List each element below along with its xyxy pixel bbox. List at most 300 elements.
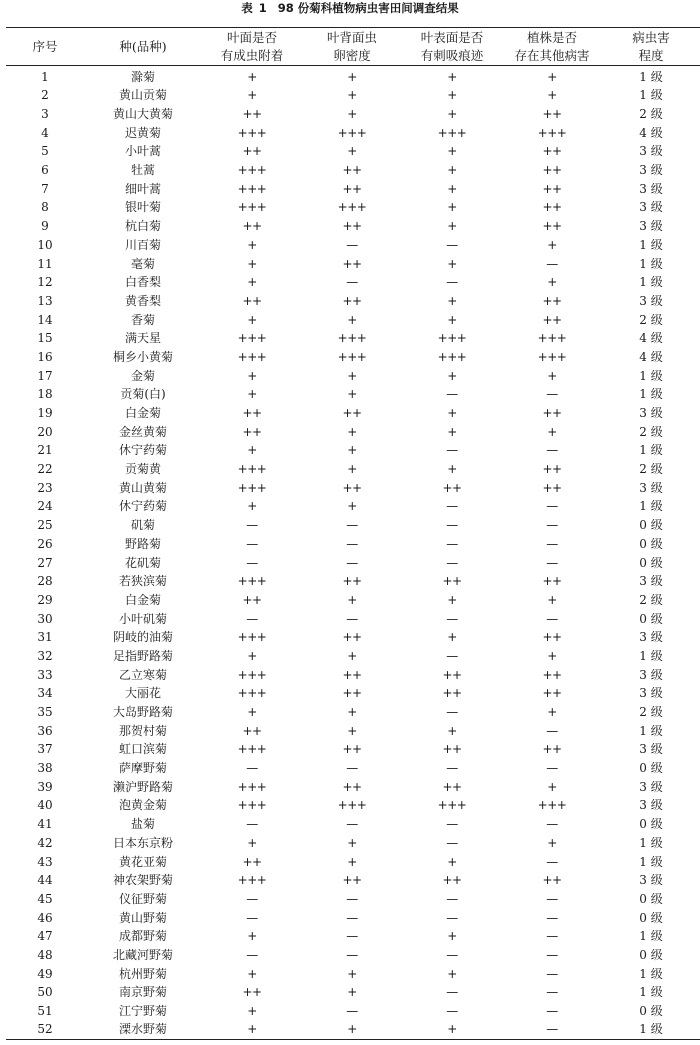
cell-species: 杭州野菊 xyxy=(118,966,167,981)
cell-no: 11 xyxy=(37,256,53,271)
cell-no: 35 xyxy=(37,705,53,720)
table-row xyxy=(6,161,700,180)
table-row xyxy=(6,422,700,441)
cell-no: 47 xyxy=(37,929,53,944)
table-row xyxy=(6,721,700,740)
table-row xyxy=(6,572,700,591)
cell-species: 银叶菊 xyxy=(124,200,161,215)
cell-species: 白金菊 xyxy=(124,592,161,607)
cell-eggs: ++ xyxy=(342,163,362,178)
cell-other: + xyxy=(547,237,557,252)
cell-adult: +++ xyxy=(237,742,267,757)
cell-eggs: + xyxy=(347,107,357,122)
cell-adult: + xyxy=(247,88,257,103)
cell-eggs: ++ xyxy=(342,630,362,645)
cell-no: 25 xyxy=(37,518,53,533)
cell-grade: 1 级 xyxy=(639,443,663,458)
cell-grade: 2 级 xyxy=(639,312,663,327)
cell-no: 44 xyxy=(37,873,53,888)
cell-no: 40 xyxy=(37,798,53,813)
table-row xyxy=(6,254,700,273)
cell-eggs: — xyxy=(346,536,358,551)
cell-eggs: + xyxy=(347,312,357,327)
cell-sting: ++ xyxy=(442,873,462,888)
cell-species: 金丝黄菊 xyxy=(118,424,167,439)
header-no-line1: 序号 xyxy=(32,38,58,54)
cell-sting: +++ xyxy=(437,349,467,364)
cell-no: 15 xyxy=(37,331,53,346)
cell-grade: 1 级 xyxy=(639,237,663,252)
cell-other: — xyxy=(546,854,558,869)
cell-no: 38 xyxy=(37,761,53,776)
table-row xyxy=(6,553,700,572)
cell-eggs: ++ xyxy=(342,181,362,196)
cell-adult: +++ xyxy=(237,125,267,140)
cell-species: 大丽花 xyxy=(124,686,161,701)
cell-species: 小叶蒿 xyxy=(124,144,161,159)
cell-grade: 3 级 xyxy=(639,798,663,813)
cell-no: 27 xyxy=(37,555,53,570)
cell-no: 26 xyxy=(37,536,53,551)
cell-species: 金菊 xyxy=(130,368,155,383)
cell-other: + xyxy=(547,648,557,663)
cell-adult: — xyxy=(246,891,258,906)
cell-adult: ++ xyxy=(242,592,262,607)
cell-no: 43 xyxy=(37,854,53,869)
cell-adult: — xyxy=(246,817,258,832)
cell-no: 21 xyxy=(37,443,53,458)
cell-adult: ++ xyxy=(242,107,262,122)
cell-sting: — xyxy=(446,817,458,832)
cell-grade: 0 级 xyxy=(639,761,663,776)
cell-grade: 2 级 xyxy=(639,592,663,607)
cell-no: 33 xyxy=(37,667,53,682)
cell-adult: + xyxy=(247,368,257,383)
cell-adult: + xyxy=(247,256,257,271)
cell-grade: 2 级 xyxy=(639,705,663,720)
header-adult-line1: 叶面是否 xyxy=(226,29,277,45)
cell-eggs: + xyxy=(347,387,357,402)
cell-grade: 1 级 xyxy=(639,88,663,103)
cell-no: 31 xyxy=(37,630,53,645)
table-row xyxy=(6,310,700,329)
cell-no: 34 xyxy=(37,686,53,701)
cell-grade: 1 级 xyxy=(602,1020,700,1039)
cell-sting: + xyxy=(447,181,457,196)
cell-sting: — xyxy=(446,443,458,458)
cell-grade: 1 级 xyxy=(639,368,663,383)
cell-species: 矶菊 xyxy=(130,518,155,533)
cell-sting: ++ xyxy=(442,742,462,757)
cell-species: 杭白菊 xyxy=(124,219,161,234)
cell-eggs: ++ xyxy=(342,574,362,589)
cell-species: 日本东京粉 xyxy=(112,835,173,850)
cell-other: + xyxy=(547,368,557,383)
cell-species: 那贺村菊 xyxy=(118,723,167,738)
cell-adult: + xyxy=(247,705,257,720)
cell-species: 濑沪野路菊 xyxy=(112,779,173,794)
cell-grade: 4 级 xyxy=(639,349,663,364)
cell-grade: 4 级 xyxy=(639,331,663,346)
cell-no: 10 xyxy=(37,237,53,252)
cell-adult: +++ xyxy=(237,574,267,589)
table-row xyxy=(6,142,700,161)
table-row xyxy=(6,740,700,759)
cell-sting: — xyxy=(446,761,458,776)
cell-sting: — xyxy=(446,985,458,1000)
cell-eggs: + xyxy=(347,88,357,103)
cell-species: 大岛野路菊 xyxy=(112,705,173,720)
cell-eggs: — xyxy=(346,518,358,533)
table-row xyxy=(6,834,700,853)
cell-other: +++ xyxy=(537,125,567,140)
cell-adult: + xyxy=(247,387,257,402)
cell-grade: 1 级 xyxy=(639,387,663,402)
table-row xyxy=(6,273,700,292)
cell-no: 19 xyxy=(37,406,53,421)
cell-other: — xyxy=(546,499,558,514)
cell-sting: + xyxy=(447,293,457,308)
cell-adult: + xyxy=(247,929,257,944)
cell-no: 28 xyxy=(37,574,53,589)
table-row xyxy=(6,123,700,142)
cell-species: 南京野菊 xyxy=(118,985,167,1000)
cell-sting: + xyxy=(447,144,457,159)
cell-species: 白香梨 xyxy=(124,275,161,290)
cell-no: 12 xyxy=(37,275,53,290)
cell-other: + xyxy=(547,705,557,720)
cell-other: + xyxy=(547,592,557,607)
cell-species: 桐乡小黄菊 xyxy=(112,349,173,364)
cell-sting: + xyxy=(447,88,457,103)
cell-other: — xyxy=(546,817,558,832)
cell-other: + xyxy=(547,779,557,794)
cell-grade: 0 级 xyxy=(639,536,663,551)
cell-no: 37 xyxy=(37,742,53,757)
cell-species: 香菊 xyxy=(130,312,155,327)
header-grade-line1: 病虫害 xyxy=(632,29,670,45)
cell-sting: + xyxy=(447,630,457,645)
cell-species: 江宁野菊 xyxy=(118,1004,167,1019)
cell-other: ++ xyxy=(542,462,562,477)
cell-grade: 1 级 xyxy=(639,275,663,290)
cell-grade: 3 级 xyxy=(639,667,663,682)
header-eggs xyxy=(302,28,402,66)
table-row xyxy=(6,516,700,535)
cell-other: +++ xyxy=(537,331,567,346)
cell-species: 阴岐的油菊 xyxy=(112,630,173,645)
table-row xyxy=(6,105,700,124)
cell-eggs: + xyxy=(347,462,357,477)
cell-sting: ++ xyxy=(442,574,462,589)
cell-grade: 3 级 xyxy=(639,200,663,215)
table-row xyxy=(6,385,700,404)
cell-adult: ++ xyxy=(242,424,262,439)
cell-eggs: + xyxy=(347,966,357,981)
table-row xyxy=(6,236,700,255)
cell-other: + xyxy=(547,835,557,850)
cell-adult: + xyxy=(247,648,257,663)
cell-adult: + xyxy=(247,275,257,290)
cell-species: 川百菊 xyxy=(124,237,161,252)
cell-species: 黄山大黄菊 xyxy=(112,107,173,122)
table-row xyxy=(6,815,700,834)
cell-other: ++ xyxy=(542,686,562,701)
cell-grade: 1 级 xyxy=(639,929,663,944)
cell-grade: 3 级 xyxy=(639,181,663,196)
cell-adult: +++ xyxy=(237,163,267,178)
cell-sting: — xyxy=(446,705,458,720)
cell-sting: — xyxy=(446,611,458,626)
table-row xyxy=(6,478,700,497)
cell-eggs: ++ xyxy=(342,219,362,234)
cell-adult: ++ xyxy=(242,723,262,738)
cell-other: +++ xyxy=(537,349,567,364)
table-row xyxy=(6,946,700,965)
header-other-line1: 植株是否 xyxy=(526,29,577,45)
cell-other: + xyxy=(547,275,557,290)
header-adult-line2: 有成虫附着 xyxy=(220,47,284,63)
cell-no: 30 xyxy=(37,611,53,626)
cell-sting: + xyxy=(447,368,457,383)
cell-species: 盐菊 xyxy=(130,817,155,832)
cell-species: 若狭滨菊 xyxy=(118,574,167,589)
cell-species: 休宁药菊 xyxy=(118,443,167,458)
cell-adult: +++ xyxy=(237,480,267,495)
cell-grade: 1 级 xyxy=(639,835,663,850)
cell-grade: 0 级 xyxy=(639,947,663,962)
cell-grade: 1 级 xyxy=(639,70,663,84)
cell-adult: +++ xyxy=(237,798,267,813)
cell-species: 泡黄金菊 xyxy=(118,798,167,813)
cell-adult: +++ xyxy=(237,200,267,215)
cell-eggs: + xyxy=(347,70,357,84)
cell-other: +++ xyxy=(537,798,567,813)
cell-species: 溧水野菊 xyxy=(84,1020,202,1039)
table-caption-title: 98 份菊科植物病虫害田间调查结果 xyxy=(277,1,459,15)
cell-other: ++ xyxy=(542,312,562,327)
cell-other: — xyxy=(546,1004,558,1019)
cell-adult: + xyxy=(247,1004,257,1019)
cell-species: 虹口滨菊 xyxy=(118,742,167,757)
table-row xyxy=(6,198,700,217)
cell-eggs: — xyxy=(346,947,358,962)
header-species-line1: 种(品种) xyxy=(119,38,167,54)
table-row xyxy=(6,983,700,1002)
cell-sting: + xyxy=(402,1020,502,1039)
cell-sting: — xyxy=(446,835,458,850)
table-row xyxy=(6,217,700,236)
cell-grade: 1 级 xyxy=(639,985,663,1000)
cell-sting: — xyxy=(446,275,458,290)
cell-no: 24 xyxy=(37,499,53,514)
table-row xyxy=(6,1002,700,1021)
table-row xyxy=(6,777,700,796)
cell-adult: + xyxy=(247,835,257,850)
cell-eggs: — xyxy=(346,891,358,906)
cell-sting: ++ xyxy=(442,779,462,794)
cell-other: ++ xyxy=(542,667,562,682)
cell-eggs: + xyxy=(347,424,357,439)
cell-adult: — xyxy=(246,761,258,776)
cell-adult: — xyxy=(246,536,258,551)
cell-grade: 0 级 xyxy=(639,1004,663,1019)
table-row xyxy=(6,348,700,367)
cell-eggs: + xyxy=(302,1020,402,1039)
cell-eggs: + xyxy=(347,854,357,869)
cell-species: 野路菊 xyxy=(124,536,161,551)
cell-no: 29 xyxy=(37,592,53,607)
cell-sting: — xyxy=(446,499,458,514)
cell-eggs: — xyxy=(346,910,358,925)
cell-grade: 1 级 xyxy=(639,854,663,869)
cell-species: 小叶矶菊 xyxy=(118,611,167,626)
cell-species: 乙立寒菊 xyxy=(118,667,167,682)
cell-eggs: + xyxy=(347,499,357,514)
cell-species: 滁菊 xyxy=(130,70,155,84)
cell-eggs: ++ xyxy=(342,293,362,308)
cell-sting: — xyxy=(446,555,458,570)
cell-eggs: — xyxy=(346,929,358,944)
cell-species: 细叶蒿 xyxy=(124,181,161,196)
cell-no: 50 xyxy=(37,985,53,1000)
cell-other: — xyxy=(546,256,558,271)
cell-species: 黄山黄菊 xyxy=(118,480,167,495)
cell-other: ++ xyxy=(542,219,562,234)
header-eggs-line1: 叶背面虫 xyxy=(326,29,377,45)
cell-no: 32 xyxy=(37,648,53,663)
table-row xyxy=(6,871,700,890)
cell-no: 16 xyxy=(37,349,53,364)
cell-sting: + xyxy=(447,70,457,84)
cell-other: + xyxy=(547,88,557,103)
table-row xyxy=(6,796,700,815)
cell-eggs: + xyxy=(347,723,357,738)
cell-sting: + xyxy=(447,406,457,421)
cell-adult: ++ xyxy=(242,219,262,234)
cell-other: — xyxy=(546,947,558,962)
cell-no: 9 xyxy=(41,219,49,234)
table-row xyxy=(6,179,700,198)
cell-adult: +++ xyxy=(237,667,267,682)
cell-other: — xyxy=(546,387,558,402)
cell-grade: 1 级 xyxy=(639,966,663,981)
cell-other: ++ xyxy=(542,107,562,122)
cell-grade: 2 级 xyxy=(639,462,663,477)
cell-grade: 2 级 xyxy=(639,107,663,122)
header-sting-line1: 叶表面是否 xyxy=(420,29,484,45)
cell-grade: 3 级 xyxy=(639,779,663,794)
cell-species: 黄山野菊 xyxy=(118,910,167,925)
table-caption xyxy=(0,0,700,18)
cell-grade: 3 级 xyxy=(639,873,663,888)
cell-sting: ++ xyxy=(442,667,462,682)
cell-grade: 1 级 xyxy=(639,648,663,663)
table-row xyxy=(6,292,700,311)
header-adult xyxy=(202,28,302,66)
cell-species: 满天星 xyxy=(124,331,161,346)
cell-sting: — xyxy=(446,947,458,962)
cell-species: 黄山贡菊 xyxy=(118,88,167,103)
cell-sting: + xyxy=(447,723,457,738)
cell-adult: ++ xyxy=(242,293,262,308)
cell-sting: +++ xyxy=(437,331,467,346)
cell-adult: +++ xyxy=(237,349,267,364)
cell-eggs: ++ xyxy=(342,873,362,888)
cell-grade: 1 级 xyxy=(639,723,663,738)
cell-eggs: ++ xyxy=(342,480,362,495)
cell-eggs: + xyxy=(347,592,357,607)
cell-other: ++ xyxy=(542,163,562,178)
cell-eggs: — xyxy=(346,1004,358,1019)
cell-sting: + xyxy=(447,592,457,607)
cell-no: 42 xyxy=(37,835,53,850)
cell-sting: + xyxy=(447,929,457,944)
cell-species: 迟黄菊 xyxy=(124,125,161,140)
table-row xyxy=(6,684,700,703)
table-row xyxy=(6,66,700,87)
table-row xyxy=(6,647,700,666)
cell-other: ++ xyxy=(542,480,562,495)
cell-adult: +++ xyxy=(237,181,267,196)
table-row xyxy=(6,908,700,927)
cell-sting: +++ xyxy=(437,125,467,140)
cell-grade: 3 级 xyxy=(639,742,663,757)
cell-eggs: — xyxy=(346,761,358,776)
cell-grade: 0 级 xyxy=(639,518,663,533)
cell-grade: 0 级 xyxy=(639,910,663,925)
cell-adult: ++ xyxy=(242,854,262,869)
cell-grade: 1 级 xyxy=(639,256,663,271)
table-body xyxy=(6,66,700,1040)
cell-adult: + xyxy=(247,312,257,327)
cell-grade: 0 级 xyxy=(639,817,663,832)
table-caption-label: 表 1 xyxy=(241,1,268,15)
table-row xyxy=(6,497,700,516)
cell-sting: + xyxy=(447,966,457,981)
cell-eggs: — xyxy=(346,237,358,252)
table-row xyxy=(6,890,700,909)
cell-other: ++ xyxy=(542,406,562,421)
cell-species: 贡菊黄 xyxy=(124,462,161,477)
cell-adult: + xyxy=(247,966,257,981)
cell-other: — xyxy=(546,723,558,738)
header-grade-line2: 程度 xyxy=(638,47,664,63)
cell-grade: 4 级 xyxy=(639,125,663,140)
cell-no: 41 xyxy=(37,817,53,832)
cell-sting: + xyxy=(447,163,457,178)
cell-other: ++ xyxy=(542,293,562,308)
cell-other: + xyxy=(547,424,557,439)
header-other xyxy=(502,28,602,66)
cell-species: 神农架野菊 xyxy=(112,873,173,888)
cell-sting: — xyxy=(446,1004,458,1019)
cell-no: 7 xyxy=(41,181,49,196)
cell-no: 48 xyxy=(37,947,53,962)
cell-no: 39 xyxy=(37,779,53,794)
cell-eggs: +++ xyxy=(337,798,367,813)
table-row xyxy=(6,703,700,722)
cell-adult: ++ xyxy=(242,985,262,1000)
cell-eggs: + xyxy=(347,144,357,159)
cell-sting: — xyxy=(446,536,458,551)
cell-adult: — xyxy=(246,555,258,570)
cell-species: 贡菊(白) xyxy=(120,387,166,402)
cell-no: 51 xyxy=(37,1004,53,1019)
cell-species: 萨摩野菊 xyxy=(118,761,167,776)
table-row xyxy=(6,852,700,871)
cell-other: — xyxy=(546,443,558,458)
